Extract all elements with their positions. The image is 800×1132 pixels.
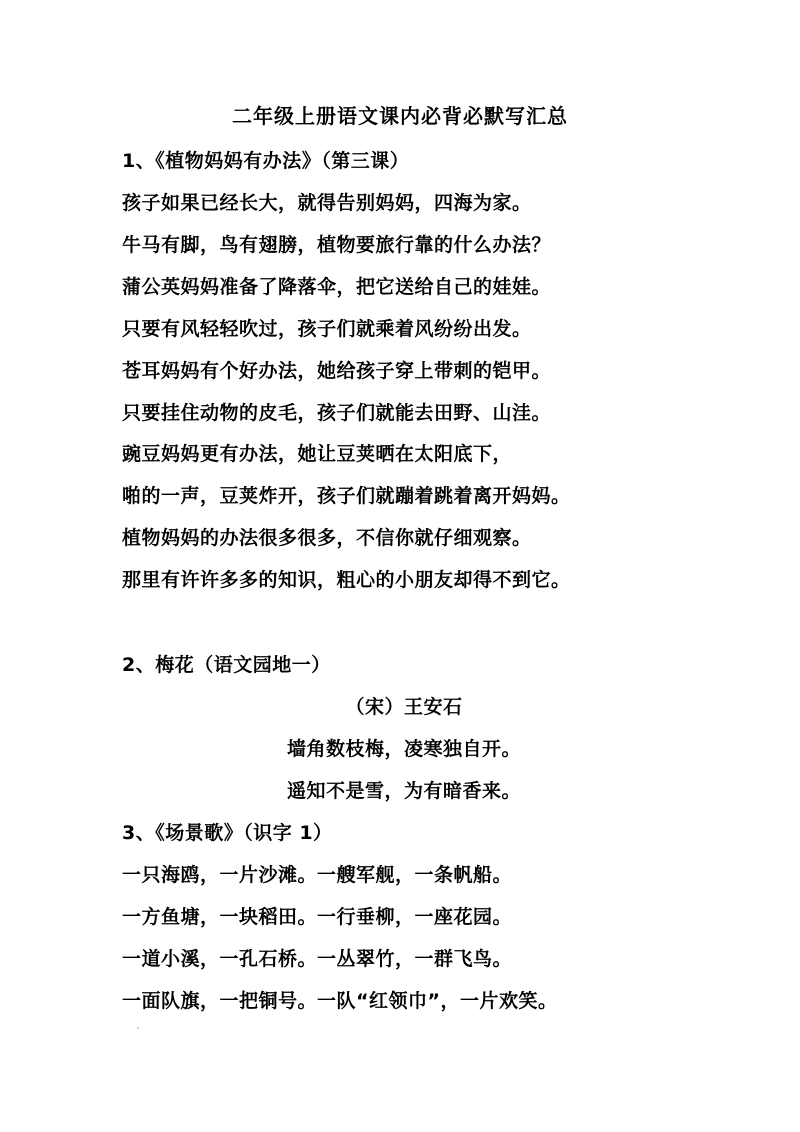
text-line: 一道小溪，一孔石桥。一丛翠竹，一群飞鸟。: [122, 948, 513, 970]
poem-author: （宋）王安石: [345, 696, 463, 718]
document-title: 二年级上册语文课内必背必默写汇总: [232, 104, 568, 128]
text-line: 孩子如果已经长大，就得告别妈妈，四海为家。: [122, 192, 532, 214]
poem-line: 墙角数枝梅，凌寒独自开。: [286, 738, 521, 760]
text-line: 啪的一声，豆荚炸开，孩子们就蹦着跳着离开妈妈。: [122, 485, 571, 507]
text-line: 一方鱼塘，一块稻田。一行垂柳，一座花园。: [122, 906, 513, 928]
section-heading-3: 3、《场景歌》（识字 1）: [122, 822, 333, 844]
text-line: 只要有风轻轻吹过，孩子们就乘着风纷纷出发。: [122, 318, 532, 340]
section-heading-2: 2、梅花（语文园地一）: [122, 654, 331, 676]
text-line: 牛马有脚，鸟有翅膀，植物要旅行靠的什么办法？: [122, 234, 552, 256]
text-line: 蒲公英妈妈准备了降落伞，把它送给自己的娃娃。: [122, 276, 552, 298]
text-line: 豌豆妈妈更有办法，她让豆荚晒在太阳底下，: [122, 443, 513, 465]
text-line: 苍耳妈妈有个好办法，她给孩子穿上带刺的铠甲。: [122, 360, 552, 382]
text-line: 只要挂住动物的皮毛，孩子们就能去田野、山洼。: [122, 402, 552, 424]
section-heading-1: 1、《植物妈妈有办法》（第三课）: [122, 150, 410, 172]
scan-speck: [137, 1027, 139, 1029]
text-line: 植物妈妈的办法很多很多，不信你就仔细观察。: [122, 527, 532, 549]
text-line: 一只海鸥，一片沙滩。一艘军舰，一条帆船。: [122, 864, 513, 886]
poem-line: 遥知不是雪，为有暗香来。: [286, 780, 521, 802]
text-line: 一面队旗，一把铜号。一队“红领巾”，一片欢笑。: [122, 990, 558, 1012]
text-line: 那里有许许多多的知识，粗心的小朋友却得不到它。: [122, 569, 571, 591]
